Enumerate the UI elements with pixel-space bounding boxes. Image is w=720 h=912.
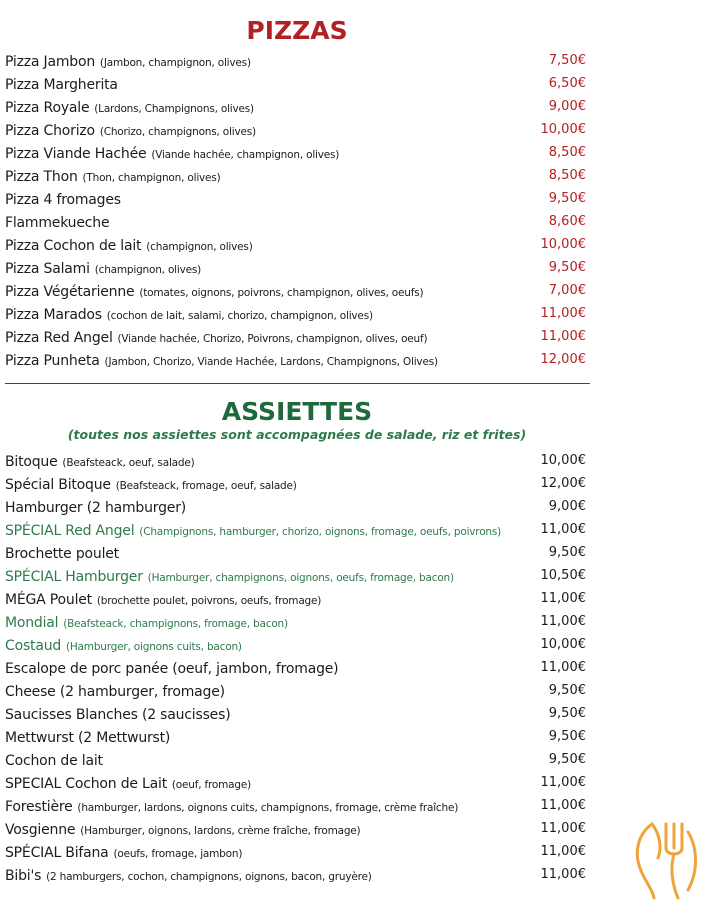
menu-item-text (5, 704, 230, 723)
menu-item-price: 7,00€ (548, 283, 586, 298)
menu-item-description: (oeufs, fromage, jambon) (113, 848, 243, 860)
menu-item-price: 11,00€ (540, 844, 586, 859)
menu-item-name: Bitoque (5, 454, 58, 470)
menu-item-description: (brochette poulet, poivrons, oeufs, fromage) (96, 595, 322, 607)
menu-item-price: 8,50€ (548, 145, 586, 160)
menu-item-row (5, 840, 590, 863)
menu-item-text (5, 304, 373, 323)
menu-item-description: (Beafsteack, fromage, oeuf, salade) (115, 480, 297, 492)
menu-item-row (5, 164, 590, 187)
menu-item-row (5, 748, 590, 771)
menu-item-name: Pizza Jambon (5, 54, 96, 70)
menu-item-price: 9,50€ (548, 729, 586, 744)
menu-item-text (5, 166, 220, 185)
menu-item-row (5, 794, 590, 817)
menu-item-price: 11,00€ (540, 306, 586, 321)
menu-item-text (5, 120, 256, 139)
menu-item-row (5, 633, 590, 656)
menu-item-description: (Thon, champignon, olives) (82, 172, 221, 184)
menu-item-name: Pizza Punheta (5, 353, 100, 369)
menu-item-name: SPÉCIAL Red Angel (5, 523, 135, 539)
menu-item-name: Pizza Chorizo (5, 123, 95, 139)
menu-item-price: 11,00€ (540, 522, 586, 537)
menu-item-description: (Beafsteack, champignons, fromage, bacon) (63, 618, 288, 630)
menu-item-row (5, 256, 590, 279)
menu-item-price: 9,50€ (548, 706, 586, 721)
menu-item-text (5, 212, 109, 231)
menu-item-name: Escalope de porc panée (oeuf, jambon, fromage) (5, 661, 339, 677)
menu-item-row (5, 325, 590, 348)
menu-item-price: 11,00€ (540, 798, 586, 813)
menu-item-description: (champignon, olives) (94, 264, 202, 276)
menu-item-price: 10,00€ (540, 122, 586, 137)
menu-item-price: 6,50€ (548, 76, 586, 91)
menu-item-name: SPÉCIAL Hamburger (5, 569, 143, 585)
menu-item-text (5, 97, 254, 116)
menu-item-name: Saucisses Blanches (2 saucisses) (5, 707, 231, 723)
menu-item-text (5, 865, 372, 884)
menu-item-text (5, 727, 170, 746)
menu-item-text (5, 497, 186, 516)
menu-item-name: Cheese (2 hamburger, fromage) (5, 684, 225, 700)
menu-item-description: (hamburger, lardons, oignons cuits, champignons, fromage, crème fraîche) (77, 802, 459, 814)
pizzas-heading: PIZZAS (246, 16, 348, 45)
menu-item-row (5, 587, 590, 610)
menu-item-name: Pizza 4 fromages (5, 192, 121, 208)
menu-item-row (5, 49, 590, 72)
menu-item-row (5, 702, 590, 725)
menu-item-row (5, 725, 590, 748)
menu-item-price: 7,50€ (548, 53, 586, 68)
menu-item-name: Forestière (5, 799, 73, 815)
menu-item-text (5, 474, 297, 493)
assiette-list (5, 449, 590, 886)
menu-item-name: Pizza Marados (5, 307, 102, 323)
menu-item-text (5, 796, 458, 815)
menu-item-text (5, 635, 242, 654)
menu-item-description: (oeuf, fromage) (171, 779, 252, 791)
menu-item-description: (Hamburger, champignons, oignons, oeufs, fromage, bacon) (147, 572, 454, 584)
menu-item-text (5, 681, 225, 700)
menu-item-text (5, 819, 360, 838)
menu-item-text (5, 235, 253, 254)
menu-item-text (5, 773, 251, 792)
menu-item-description: (cochon de lait, salami, chorizo, champignon, olives) (106, 310, 373, 322)
menu-item-price: 11,00€ (540, 775, 586, 790)
menu-item-name: Costaud (5, 638, 62, 654)
menu-item-price: 9,50€ (548, 545, 586, 560)
menu-item-price: 12,00€ (540, 352, 586, 367)
menu-item-row (5, 210, 590, 233)
menu-item-text (5, 520, 501, 539)
section-divider (5, 383, 590, 384)
menu-item-row (5, 141, 590, 164)
menu-item-description: (Chorizo, champignons, olives) (99, 126, 256, 138)
menu-item-row (5, 95, 590, 118)
menu-item-row (5, 449, 590, 472)
menu-item-text (5, 543, 119, 562)
menu-item-row (5, 771, 590, 794)
menu-item-row (5, 817, 590, 840)
menu-item-name: Flammekueche (5, 215, 110, 231)
menu-item-name: Pizza Red Angel (5, 330, 113, 346)
menu-item-text (5, 842, 242, 861)
menu-item-text (5, 350, 438, 369)
menu-item-name: Vosgienne (5, 822, 76, 838)
menu-item-description: (Hamburger, oignons cuits, bacon) (65, 641, 242, 653)
menu-item-price: 11,00€ (540, 867, 586, 882)
menu-item-description: (Viande hachée, champignon, olives) (151, 149, 340, 161)
menu-item-name: Pizza Végétarienne (5, 284, 135, 300)
menu-item-price: 9,50€ (548, 683, 586, 698)
menu-item-name: Mondial (5, 615, 59, 631)
menu-item-description: (Champignons, hamburger, chorizo, oignons, fromage, oeufs, poivrons) (139, 526, 502, 538)
menu-item-name: SPECIAL Cochon de Lait (5, 776, 168, 792)
menu-item-name: Pizza Salami (5, 261, 90, 277)
menu-item-row (5, 564, 590, 587)
menu-item-name: SPÉCIAL Bifana (5, 845, 109, 861)
menu-item-name: Mettwurst (2 Mettwurst) (5, 730, 171, 746)
menu-item-price: 9,00€ (548, 499, 586, 514)
menu-item-price: 12,00€ (540, 476, 586, 491)
menu-item-text (5, 589, 321, 608)
menu-item-description: (tomates, oignons, poivrons, champignon, olives, oeufs) (139, 287, 424, 299)
menu-item-price: 10,00€ (540, 237, 586, 252)
menu-item-description: (Hamburger, oignons, lardons, crème fraîche, fromage) (80, 825, 361, 837)
assiettes-heading: ASSIETTES (221, 397, 373, 426)
menu-item-row (5, 118, 590, 141)
menu-item-price: 8,60€ (548, 214, 586, 229)
menu-item-price: 11,00€ (540, 660, 586, 675)
menu-item-row (5, 233, 590, 256)
menu-item-name: Bibi's (5, 868, 42, 884)
menu-item-price: 10,00€ (540, 453, 586, 468)
menu-item-description: (Jambon, champignon, olives) (99, 57, 251, 69)
pizza-list (5, 49, 590, 371)
menu-item-price: 11,00€ (540, 329, 586, 344)
menu-item-row (5, 302, 590, 325)
menu-item-text (5, 51, 251, 70)
menu-item-price: 9,00€ (548, 99, 586, 114)
menu-item-price: 10,00€ (540, 637, 586, 652)
menu-item-price: 9,50€ (548, 260, 586, 275)
menu-item-text (5, 258, 201, 277)
menu-item-description: (Viande hachée, Chorizo, Poivrons, champignon, olives, oeuf) (117, 333, 428, 345)
menu-item-name: Spécial Bitoque (5, 477, 111, 493)
menu-item-name: MÉGA Poulet (5, 592, 92, 608)
menu-item-description: (Beafsteack, oeuf, salade) (62, 457, 195, 469)
menu-item-row (5, 679, 590, 702)
menu-item-name: Cochon de lait (5, 753, 103, 769)
menu-item-text (5, 451, 195, 470)
assiettes-subtitle: (toutes nos assiettes sont accompagnées de salade, riz et frites) (67, 427, 527, 442)
menu-item-text (5, 327, 427, 346)
menu-item-name: Pizza Margherita (5, 77, 118, 93)
menu-item-text (5, 566, 454, 585)
menu-item-row (5, 518, 590, 541)
menu-item-price: 11,00€ (540, 591, 586, 606)
menu-item-text (5, 658, 338, 677)
menu-item-text (5, 612, 288, 631)
menu-item-name: Brochette poulet (5, 546, 119, 562)
menu-item-row (5, 187, 590, 210)
menu-item-price: 11,00€ (540, 821, 586, 836)
menu-item-text (5, 74, 118, 93)
menu-item-price: 11,00€ (540, 614, 586, 629)
menu-item-name: Pizza Royale (5, 100, 90, 116)
menu-item-row (5, 72, 590, 95)
menu-item-name: Pizza Viande Hachée (5, 146, 147, 162)
menu-item-text (5, 750, 103, 769)
menu-item-price: 9,50€ (548, 752, 586, 767)
menu-item-row (5, 863, 590, 886)
menu-item-row (5, 472, 590, 495)
menu-item-name: Pizza Cochon de lait (5, 238, 142, 254)
menu-item-description: (Lardons, Champignons, olives) (94, 103, 254, 115)
menu-item-row (5, 495, 590, 518)
menu-item-description: (Jambon, Chorizo, Viande Hachée, Lardons, Champignons, Olives) (104, 356, 438, 368)
menu-item-row (5, 541, 590, 564)
menu-item-description: (2 hamburgers, cochon, champignons, oignons, bacon, gruyère) (46, 871, 372, 883)
menu-item-price: 9,50€ (548, 191, 586, 206)
menu-item-text (5, 281, 423, 300)
menu-item-row (5, 279, 590, 302)
menu-item-description: (champignon, olives) (146, 241, 253, 253)
menu-item-text (5, 189, 121, 208)
menu-item-text (5, 143, 339, 162)
menu-item-name: Pizza Thon (5, 169, 78, 185)
menu-item-row (5, 656, 590, 679)
menu-item-row (5, 610, 590, 633)
fork-plate-logo-icon (630, 818, 702, 902)
menu-item-name: Hamburger (2 hamburger) (5, 500, 187, 516)
menu-item-row (5, 348, 590, 371)
menu-item-price: 8,50€ (548, 168, 586, 183)
menu-item-price: 10,50€ (540, 568, 586, 583)
